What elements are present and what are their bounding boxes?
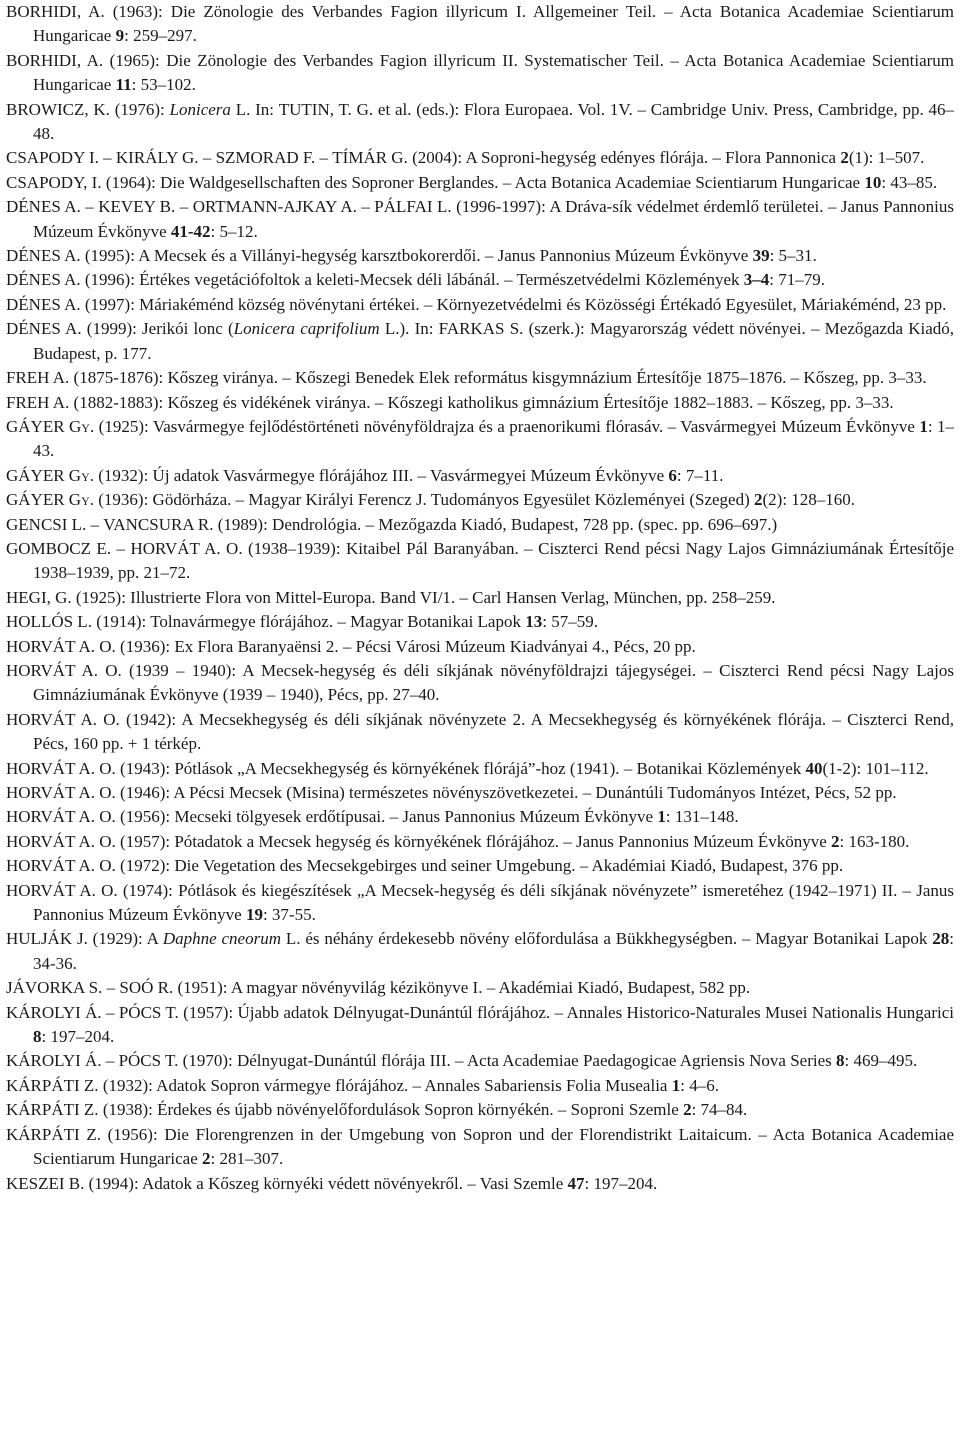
reference-text: L. In: — [230, 99, 279, 119]
reference-author: DÉNES A. — [6, 197, 81, 217]
reference-text: (1997): Máriakéménd község növénytani értékei. – Környezetvédelmi és Közösségi Értékadó Egyesület, Máriakéménd, 23 pp. — [80, 294, 947, 314]
reference-entry — [6, 610, 954, 634]
reference-author: PÁLFAI L. — [374, 197, 452, 217]
reference-author: KÁROLYI Á. — [6, 1051, 102, 1071]
reference-volume: 8 — [33, 1027, 42, 1047]
reference-text: : 469–495. — [844, 1051, 918, 1071]
reference-author: GENCSI L. — [6, 514, 87, 534]
reference-text: (1932): Új adatok Vasvármegye flórájához III. – Vasvármegyei Múzeum Évkönyve — [94, 465, 669, 485]
reference-entry — [6, 488, 954, 512]
reference-text: – — [111, 538, 131, 558]
reference-text: (1929): A — [87, 929, 163, 949]
reference-text: (1939 – 1940): A Mecsek-hegység és déli síkjának növényföldrajzi tájegységei. – Ciszterci Rend pécsi Nagy Lajos Gimnáziumának Évkönyve (1939 – 1940), Pécs, pp. 27–40. — [33, 660, 954, 705]
reference-text: , T. G. et al. (eds.): Flora Europaea. Vol. 1V. – Cambridge Univ. Press, Cambridge, pp. 46–48. — [33, 99, 954, 144]
reference-volume: 47 — [567, 1173, 585, 1193]
reference-volume: 6 — [668, 465, 677, 485]
reference-text: (1996): Értékes vegetációfoltok a keleti-Mecsek déli lábánál. – Természetvédelmi Közlemények — [80, 270, 744, 290]
reference-author: KEVEY B. — [98, 197, 176, 217]
reference-entry — [6, 513, 954, 537]
reference-author: HEGI, G. — [6, 587, 72, 607]
reference-text: : 1–43. — [33, 416, 954, 461]
reference-text: : 5–31. — [769, 246, 817, 266]
reference-entry — [6, 171, 954, 195]
reference-text: (1938): Érdekes és újabb növényelőfordulások Sopron környékén. – Soproni Szemle — [98, 1100, 684, 1120]
reference-entry — [6, 366, 954, 390]
reference-text: : 57–59. — [542, 612, 598, 632]
reference-author: PÓCS T. — [118, 1051, 179, 1071]
reference-text: (1994): Adatok a Kőszeg környéki védett növényekről. – Vasi Szemle — [84, 1173, 568, 1193]
reference-text: : 259–297. — [124, 26, 197, 46]
reference-entry — [6, 391, 954, 415]
reference-text: : 74–84. — [691, 1100, 748, 1120]
reference-text: (1970): Délnyugat-Dunántúl flórája III. – Acta Academiae Paedagogicae Agriensis Nova Series — [178, 1051, 837, 1071]
reference-text: : 131–148. — [665, 807, 739, 827]
reference-author: CSAPODY, I. — [6, 172, 102, 192]
reference-author: HORVÁT A. O. — [6, 783, 116, 802]
reference-author: HORVÁT A. O. — [6, 758, 116, 778]
reference-entry — [6, 293, 954, 317]
reference-author: HULJÁK J. — [6, 929, 88, 949]
reference-entry — [6, 830, 954, 854]
reference-author: KÁRPÁTI Z. — [6, 1124, 101, 1144]
reference-author: KÁRPÁTI Z. — [6, 1100, 99, 1120]
reference-volume: 10 — [864, 172, 882, 192]
reference-text: : 71–79. — [769, 270, 825, 290]
reference-text: (1957): Újabb adatok Délnyugat-Dunántúl flórájához. – Annales Historico-Naturales Musei Nationalis Hungarici — [178, 1002, 954, 1022]
reference-author: TÍMÁR G. — [332, 148, 408, 168]
reference-author: HORVÁT A. O. — [6, 880, 118, 900]
reference-entry — [6, 0, 954, 49]
reference-text: (1976): — [109, 99, 170, 119]
reference-author: KÁRPÁTI Z. — [6, 1075, 99, 1095]
reference-entry — [6, 1001, 954, 1050]
reference-author: DÉNES A. — [6, 319, 82, 339]
reference-entry — [6, 1123, 954, 1172]
reference-volume: 13 — [525, 612, 543, 632]
reference-entry — [6, 1172, 954, 1196]
reference-text: L.). In: — [379, 319, 439, 339]
reference-volume: 1 — [657, 807, 666, 827]
reference-entry — [6, 635, 954, 659]
reference-entry — [6, 49, 954, 98]
reference-author: HORVÁT A. O. — [6, 856, 116, 876]
reference-volume: 3–4 — [743, 270, 770, 290]
reference-text: : 197–204. — [41, 1027, 115, 1047]
reference-entry — [6, 1074, 954, 1098]
reference-author: FREH A. — [6, 392, 70, 412]
reference-author: KÁROLYI Á. — [6, 1002, 102, 1022]
reference-text: : 53–102. — [131, 75, 196, 95]
reference-entry — [6, 268, 954, 292]
reference-author: HORVÁT A. O. — [6, 709, 120, 729]
reference-text: (1925): Illustrierte Flora von Mittel-Europa. Band VI/1. – Carl Hansen Verlag, München, pp. 258–259. — [71, 587, 776, 607]
reference-entry — [6, 805, 954, 829]
reference-text: (1951): A magyar növényvilág kézikönyve I. – Akadémiai Kiadó, Budapest, 582 pp. — [173, 978, 751, 998]
reference-text: S. (szerk.): Magyarország védett növényei. – Mezőgazda Kiadó, Budapest, p. 177. — [33, 319, 955, 363]
reference-entry — [6, 1098, 954, 1122]
reference-text: (1965): Die Zönologie des Verbandes Fagion illyricum II. Systematischer Teil. – Acta Botanica Academiae Scientiarum Hungaricae — [33, 50, 955, 95]
reference-author: GÁYER Gy. — [6, 490, 94, 510]
reference-text: – — [198, 148, 216, 168]
reference-text: (1875-1876): Kőszeg viránya. – Kőszegi Benedek Elek református kisgymnázium Értesítője 1875–1876. – Kőszeg, pp. 3–33. — [69, 368, 927, 388]
reference-author: HOLLÓS L. — [6, 612, 92, 632]
reference-text: (1882-1883): Kőszeg és vidékének viránya. – Kőszegi katholikus gimnázium Értesítője 1882–1883. – Kőszeg, pp. 3–33. — [69, 392, 894, 412]
reference-text: – — [315, 148, 333, 168]
reference-author: VANCSURA R. — [103, 514, 214, 534]
reference-volume: 2 — [840, 148, 849, 168]
reference-author: GÁYER Gy. — [6, 465, 94, 485]
reference-entry — [6, 146, 954, 170]
reference-author: HORVÁT A. O. — [6, 831, 116, 851]
reference-author: SOÓ R. — [119, 978, 174, 998]
reference-volume: 8 — [836, 1051, 845, 1071]
reference-author: CSAPODY I. — [6, 148, 99, 168]
reference-text: (1914): Tolnavármegye flórájához. – Magyar Botanikai Lapok — [91, 612, 526, 632]
reference-author: FREH A. — [6, 368, 70, 388]
reference-entry — [6, 927, 954, 976]
reference-author: KIRÁLY G. — [115, 148, 199, 168]
reference-author: FARKAS — [438, 319, 505, 339]
reference-author: DÉNES A. — [6, 270, 81, 290]
reference-text: : 34-36. — [33, 929, 954, 973]
reference-text: : 5–12. — [210, 221, 258, 241]
reference-text: (1996-1997): A Dráva-sík védelmet érdemlő területei. – Janus Pannonius Múzeum Évkönyve — [33, 197, 954, 241]
reference-text: : 43–85. — [881, 172, 938, 192]
reference-text: – — [86, 514, 104, 534]
reference-volume: 1 — [919, 416, 928, 436]
reference-author: ORTMANN-AJKAY A. — [192, 197, 357, 217]
reference-text: (1938–1939): Kitaibel Pál Baranyában. – Ciszterci Rend pécsi Nagy Lajos Gimnáziumának Értesítője 1938–1939, pp. 21–72. — [33, 538, 954, 583]
reference-author: BROWICZ, K. — [6, 99, 110, 119]
reference-volume: 2 — [683, 1100, 692, 1120]
reference-entry — [6, 708, 954, 757]
reference-author: PÓCS T. — [118, 1002, 179, 1022]
reference-author: HORVÁT A. O. — [130, 538, 243, 558]
reference-text: (1936): Gödörháza. – Magyar Királyi Ferencz J. Tudományos Egyesület Közleményei (Szeged) — [94, 490, 754, 510]
reference-text: (1964): Die Waldgesellschaften des Soproner Berglandes. – Acta Botanica Academiae Scientiarum Hungaricae — [101, 172, 865, 192]
reference-entry — [6, 854, 954, 878]
reference-text: (1942): A Mecsekhegység és déli síkjának növényzete 2. A Mecsekhegység és környékének flórája. – Ciszterci Rend, Pécs, 160 pp. + 1 térkép. — [33, 709, 954, 754]
reference-list — [6, 0, 954, 1196]
reference-text: : 163-180. — [839, 831, 910, 851]
reference-text: – — [175, 197, 193, 217]
reference-text: L. és néhány érdekesebb növény előfordulása a Bükkhegységben. – Magyar Botanikai Lapok — [281, 929, 933, 949]
reference-text: – — [101, 1002, 119, 1022]
reference-author: KESZEI B. — [6, 1173, 85, 1193]
reference-author: GOMBOCZ E. — [6, 538, 112, 558]
reference-author: JÁVORKA S. — [6, 978, 103, 998]
reference-text: – — [102, 978, 120, 998]
reference-text: (1963): Die Zönologie des Verbandes Fagion illyricum I. Allgemeiner Teil. – Acta Botanica Academiae Scientiarum Hungaricae — [33, 2, 954, 46]
reference-entry — [6, 98, 954, 147]
reference-volume: 41-42 — [170, 221, 211, 241]
reference-entry — [6, 1049, 954, 1073]
reference-text: (1946): A Pécsi Mecsek (Misina) természetes növényszövetkezetei. – Dunántúli Tudományos Intézet, Pécs, 52 pp. — [115, 783, 897, 802]
reference-entry — [6, 195, 954, 244]
reference-text: : 4–6. — [680, 1075, 719, 1095]
reference-text: – — [80, 197, 99, 217]
reference-entry — [6, 781, 954, 805]
reference-author: HORVÁT A. O. — [6, 636, 116, 656]
reference-author: HORVÁT A. O. — [6, 660, 122, 680]
reference-volume: 2 — [202, 1149, 211, 1169]
reference-entry — [6, 586, 954, 610]
reference-author: BORHIDI, A. — [6, 50, 104, 70]
reference-text: (1999): Jerikói lonc ( — [81, 319, 234, 339]
reference-text: (1925): Vasvármegye fejlődéstörténeti növényföldrajza és a praenorikumi flórasáv. – Vasvármegyei Múzeum Évkönyve — [94, 416, 920, 436]
reference-volume: 19 — [245, 905, 263, 925]
reference-text: (1): 1–507. — [848, 148, 925, 168]
reference-text: (1957): Pótadatok a Mecsek hegység és környékének flórájához. – Janus Pannonius Múzeum Évkönyve — [115, 831, 832, 851]
reference-author: DÉNES A. — [6, 294, 81, 314]
reference-entry — [6, 659, 954, 708]
reference-entry — [6, 976, 954, 1000]
reference-volume: 2 — [831, 831, 840, 851]
reference-text: – — [101, 1051, 119, 1071]
reference-author: DÉNES A. — [6, 246, 81, 266]
reference-text: – — [98, 148, 116, 168]
reference-entry — [6, 537, 954, 586]
reference-entry — [6, 879, 954, 928]
reference-volume: 28 — [932, 929, 950, 949]
reference-text: (1932): Adatok Sopron vármegye flórájához. – Annales Sabariensis Folia Musealia — [98, 1075, 672, 1095]
reference-entry — [6, 757, 954, 781]
reference-author: BORHIDI, A. — [6, 2, 105, 21]
reference-text: (1995): A Mecsek és a Villányi-hegység karsztbokorerdői. – Janus Pannonius Múzeum Évkönyve — [80, 246, 753, 266]
reference-text: (1972): Die Vegetation des Mecsekgebirges und seiner Umgebung. – Akadémiai Kiadó, Budapest, 376 pp. — [115, 856, 844, 876]
reference-author: SZMORAD F. — [215, 148, 316, 168]
reference-author: HORVÁT A. O. — [6, 807, 116, 827]
reference-text: (1936): Ex Flora Baranyaënsi 2. – Pécsi Városi Múzeum Kiadványai 4., Pécs, 20 pp. — [115, 636, 696, 656]
reference-entry — [6, 464, 954, 488]
reference-text: (1956): Mecseki tölgyesek erdőtípusai. – Janus Pannonius Múzeum Évkönyve — [115, 807, 658, 827]
reference-text: : 37-55. — [262, 905, 316, 925]
reference-text: : 281–307. — [210, 1149, 284, 1169]
reference-taxon-name: Lonicera — [169, 99, 231, 119]
reference-text: (1943): Pótlások „A Mecsekhegység és környékének flórájá”-hoz (1941). – Botanikai Közlemények — [115, 758, 806, 778]
reference-text: – — [356, 197, 375, 217]
reference-text: (1974): Pótlások és kiegészítések „A Mecsek-hegység és déli síkjának növényzete” ismeretéhez (1942–1971) II. – Janus Pannonius Múzeum Évkönyve — [33, 880, 955, 925]
reference-entry — [6, 244, 954, 268]
reference-taxon-name: Daphne cneorum — [162, 929, 281, 949]
reference-text: : 7–11. — [676, 465, 724, 485]
reference-text: (2004): A Soproni-hegység edényes flórája. – Flora Pannonica — [407, 148, 841, 168]
reference-text: (1956): Die Florengrenzen in der Umgebung von Sopron und der Florendistrikt Laitaicum. – Acta Botanica Academiae Scientiarum Hungaricae — [33, 1124, 955, 1169]
reference-volume: 2 — [754, 490, 763, 510]
reference-author: TUTIN — [278, 99, 330, 119]
reference-volume: 1 — [671, 1075, 681, 1095]
reference-text: (2): 128–160. — [762, 490, 856, 510]
reference-text: (1989): Dendrológia. – Mezőgazda Kiadó, Budapest, 728 pp. (spec. pp. 696–697.) — [213, 514, 778, 534]
reference-entry — [6, 317, 954, 366]
reference-text: (1-2): 101–112. — [822, 758, 929, 778]
reference-volume: 40 — [805, 758, 823, 778]
reference-volume: 39 — [752, 246, 770, 266]
reference-text: : 197–204. — [584, 1173, 658, 1193]
reference-volume: 9 — [115, 26, 125, 46]
reference-entry — [6, 415, 954, 464]
reference-volume: 11 — [115, 75, 132, 95]
reference-taxon-name: Lonicera caprifolium — [233, 319, 380, 339]
reference-author: GÁYER Gy. — [6, 416, 95, 436]
